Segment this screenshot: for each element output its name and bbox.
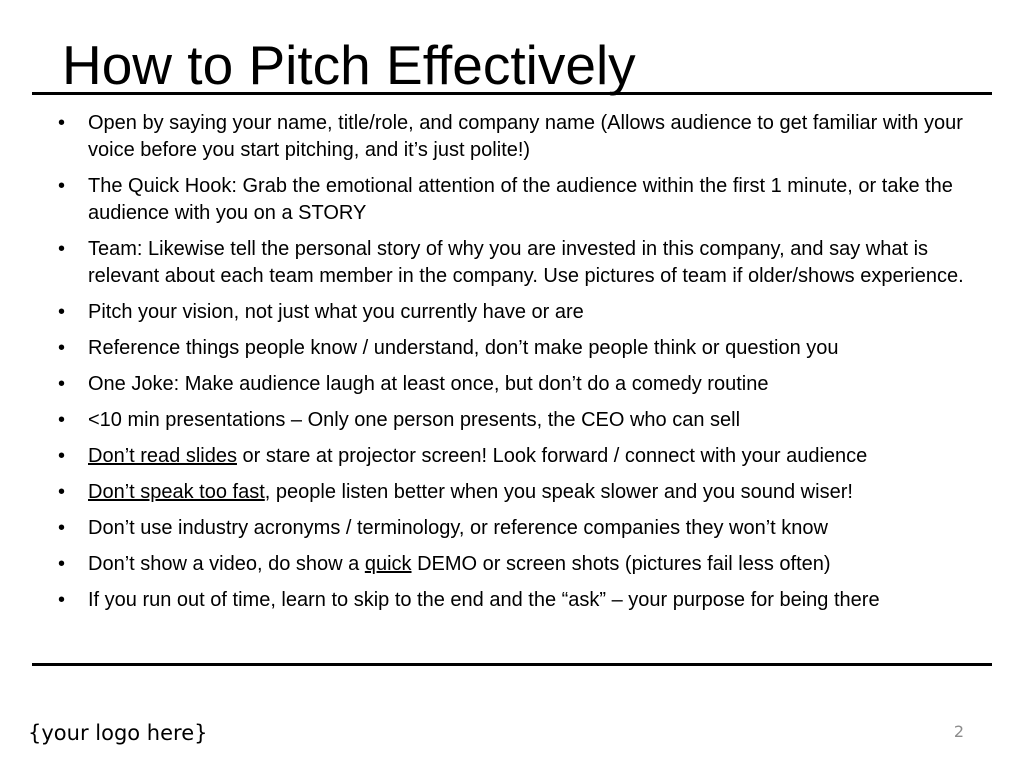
bullet-marker: • <box>58 517 66 539</box>
title-divider <box>32 92 992 95</box>
bullet-marker: • <box>58 337 66 359</box>
bullet-item <box>58 173 998 227</box>
bullet-marker: • <box>58 589 66 611</box>
bullet-item <box>58 110 998 164</box>
bullet-item <box>58 515 998 542</box>
bullet-text: DEMO or screen shots (pictures fail less often) <box>411 553 831 575</box>
slide-title: How to Pitch Effectively <box>62 34 636 96</box>
footer-divider <box>32 663 992 666</box>
underlined-phrase: quick <box>364 553 412 575</box>
bullet-text: If you run out of time, learn to skip to the end and the “ask” – your purpose for being there <box>88 589 880 611</box>
bullet-text: The Quick Hook: Grab the emotional attention of the audience within the first 1 minute, or take the audience with you on a STORY <box>88 175 953 224</box>
logo-placeholder: {your logo here} <box>28 721 208 745</box>
bullet-text: Don’t use industry acronyms / terminology, or reference companies they won’t know <box>88 517 828 539</box>
underlined-phrase: Don’t speak too fast <box>88 481 265 503</box>
bullet-marker: • <box>58 112 66 134</box>
bullet-item <box>58 335 998 362</box>
bullet-text: One Joke: Make audience laugh at least once, but don’t do a comedy routine <box>88 373 769 395</box>
bullet-text: <10 min presentations – Only one person presents, the CEO who can sell <box>88 409 741 431</box>
bullet-text-lead: Don’t show a video, do show a <box>88 553 365 575</box>
bullet-item <box>58 236 998 290</box>
page-number: 2 <box>953 722 964 741</box>
bullet-text: , people listen better when you speak slower and you sound wiser! <box>264 481 853 503</box>
bullet-text: Team: Likewise tell the personal story of why you are invested in this company, and say what is relevant about each team member in the company. Use pictures of team if older/shows experience. <box>88 238 964 287</box>
underlined-phrase: Don’t read slides <box>88 445 237 467</box>
bullet-marker: • <box>58 553 66 575</box>
bullet-marker: • <box>58 409 66 431</box>
bullet-marker: • <box>58 301 66 323</box>
bullet-text: or stare at projector screen! Look forward / connect with your audience <box>236 445 868 467</box>
bullet-marker: • <box>58 373 66 395</box>
bullet-marker: • <box>58 175 66 197</box>
bullet-item <box>58 587 998 614</box>
bullet-marker: • <box>58 481 66 503</box>
bullet-item <box>58 407 998 434</box>
bullet-text: Open by saying your name, title/role, and company name (Allows audience to get familiar with your voice before you start pitching, and it’s just polite!) <box>88 112 963 161</box>
bullet-item <box>58 551 998 578</box>
bullet-text: Reference things people know / understand, don’t make people think or question you <box>88 337 839 359</box>
bullet-marker: • <box>58 238 66 260</box>
bullet-text: Pitch your vision, not just what you currently have or are <box>88 301 584 323</box>
bullet-item <box>58 299 998 326</box>
bullet-marker: • <box>58 445 66 467</box>
bullet-item <box>58 443 998 470</box>
bullet-item <box>58 479 998 506</box>
bullet-list <box>58 110 998 623</box>
bullet-item <box>58 371 998 398</box>
